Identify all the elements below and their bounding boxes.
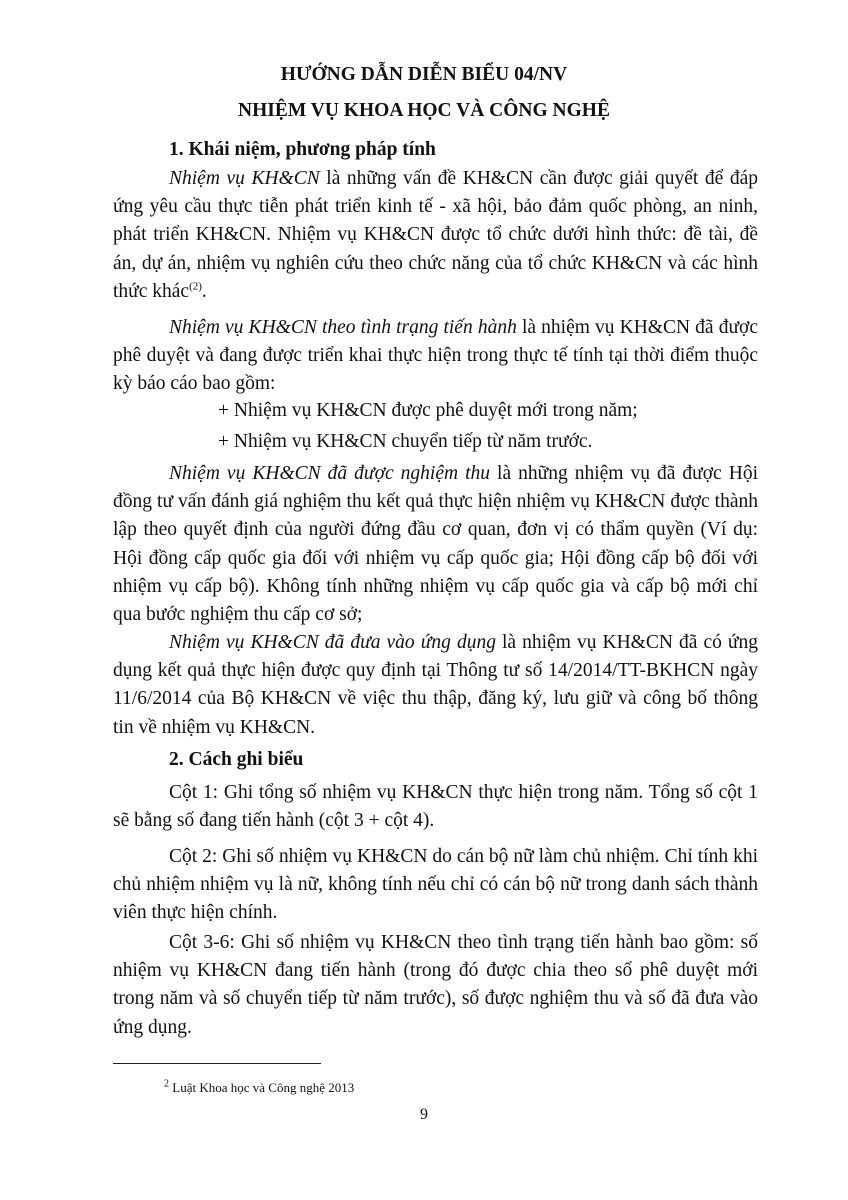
document-title: HƯỚNG DẪN DIỄN BIỂU 04/NV [280, 64, 568, 85]
section-1-heading: 1. Khái niệm, phương pháp tính [169, 139, 436, 160]
footnote [164, 1080, 354, 1096]
definition-paragraph-4 [113, 629, 758, 742]
page-number: 9 [420, 1106, 428, 1123]
footnote-text: Luật Khoa học và Công nghệ 2013 [169, 1080, 355, 1095]
definition-paragraph-1 [113, 165, 758, 306]
term-3: Nhiệm vụ KH&CN đã được nghiệm thu [169, 463, 490, 484]
definition-paragraph-3 [113, 460, 758, 629]
term-2: Nhiệm vụ KH&CN theo tình trạng tiến hành [169, 317, 517, 338]
definition-1-end: . [201, 280, 207, 302]
footnote-mark: 2 [164, 1078, 169, 1090]
term-4: Nhiệm vụ KH&CN đã đưa vào ứng dụng [169, 632, 496, 653]
definition-paragraph-2 [113, 314, 758, 399]
section-2-heading: 2. Cách ghi biểu [169, 749, 304, 770]
footnote-reference: (2) [189, 280, 202, 293]
bullet-item-1: + Nhiệm vụ KH&CN được phê duyệt mới trong năm; [218, 400, 638, 421]
definition-2-text: là nhiệm vụ KH&CN đã được phê duyệt và đang được triển khai thực hiện trong thực tế tính tại thời điểm thuộc kỳ báo cáo bao gồm: [113, 317, 758, 395]
bullet-item-2: + Nhiệm vụ KH&CN chuyển tiếp từ năm trước. [218, 431, 593, 452]
footnote-separator [113, 1063, 321, 1064]
instruction-paragraph-2: Cột 2: Ghi số nhiệm vụ KH&CN do cán bộ nữ làm chủ nhiệm. Chỉ tính khi chủ nhiệm nhiệm vụ là nữ, không tính nếu chỉ có cán bộ nữ trong danh sách thành viên thực hiện chính. [113, 846, 758, 924]
instruction-paragraph-3: Cột 3-6: Ghi số nhiệm vụ KH&CN theo tình trạng tiến hành bao gồm: số nhiệm vụ KH&CN đang tiến hành (trong đó được chia theo số phê duyệt mới trong năm và số chuyển tiếp từ năm trước), số được nghiệm thu và số đã đưa vào ứng dụng. [113, 932, 758, 1038]
document-subtitle: NHIỆM VỤ KHOA HỌC VÀ CÔNG NGHỆ [238, 100, 610, 121]
definition-3-text: là những nhiệm vụ đã được Hội đồng tư vấn đánh giá nghiệm thu kết quả thực hiện nhiệm vụ KH&CN được thành lập theo quyết định của người đứng đầu cơ quan, đơn vị có thẩm quyền (Ví dụ: Hội đồng cấp quốc gia đối với nhiệm vụ cấp quốc gia; Hội đồng cấp bộ đối với nhiệm vụ cấp bộ). Không tính những nhiệm vụ cấp quốc gia và cấp bộ mới chỉ qua bước nghiệm thu cấp cơ sở; [113, 463, 758, 626]
instruction-paragraph-1: Cột 1: Ghi tổng số nhiệm vụ KH&CN thực hiện trong năm. Tổng số cột 1 sẽ bằng số đang tiến hành (cột 3 + cột 4). [113, 782, 758, 832]
term-1: Nhiệm vụ KH&CN [169, 168, 320, 189]
definition-4-text: là nhiệm vụ KH&CN đã có ứng dụng kết quả thực hiện được quy định tại Thông tư số 14/2014/TT-BKHCN ngày 11/6/2014 của Bộ KH&CN về việc thu thập, đăng ký, lưu giữ và công bố thông tin về nhiệm vụ KH&CN. [113, 632, 758, 738]
definition-1-text: là những vấn đề KH&CN cần được giải quyết để đáp ứng yêu cầu thực tiễn phát triển kinh tế - xã hội, bảo đảm quốc phòng, an ninh, phát triển KH&CN. Nhiệm vụ KH&CN được tổ chức dưới hình thức: đề tài, đề án, dự án, nhiệm vụ nghiên cứu theo chức năng của tổ chức KH&CN và các hình thức khác [113, 168, 758, 302]
